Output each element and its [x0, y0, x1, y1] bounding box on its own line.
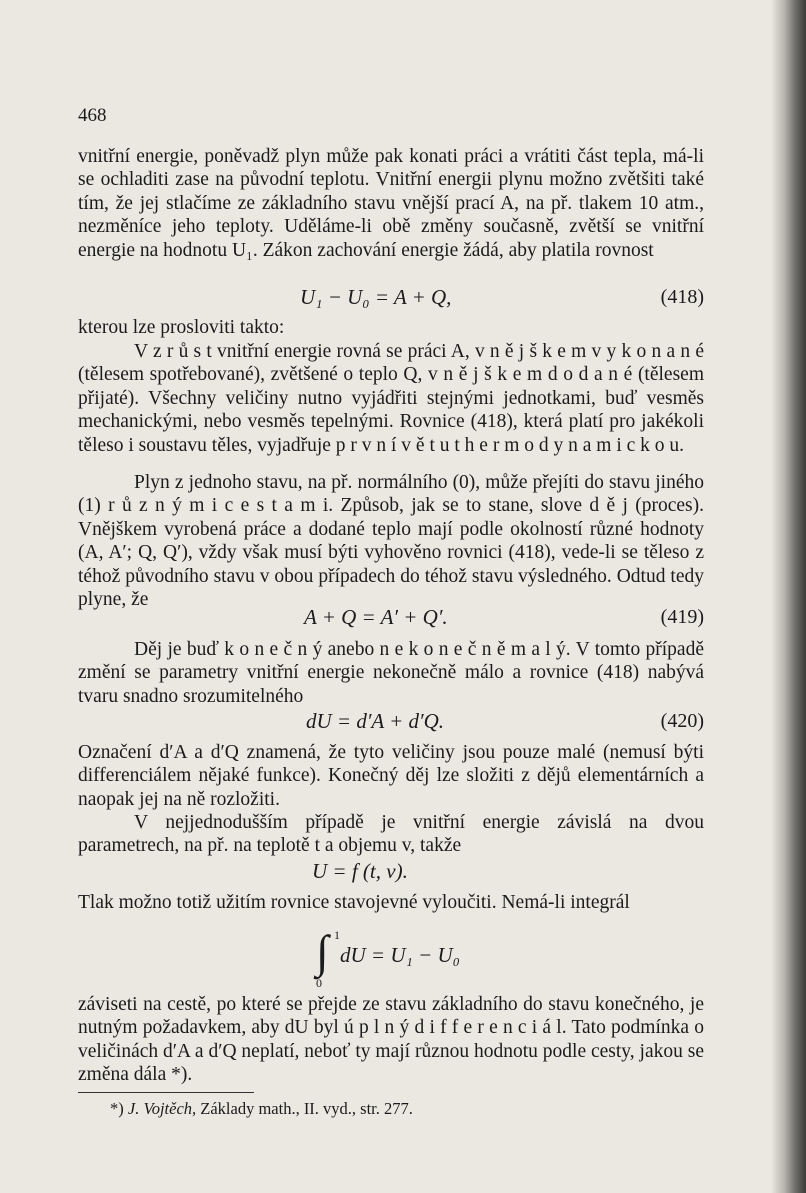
equation-419-expression: A + Q = A′ + Q′. — [304, 605, 448, 629]
equation-419 — [78, 606, 704, 632]
book-page — [78, 0, 704, 1193]
footnote — [110, 1097, 413, 1120]
paragraph-4 — [78, 471, 704, 611]
integral-sign: ∫ — [316, 926, 329, 977]
paragraph-1-text: vnitřní energie, poněvadž plyn může pak konati práci a vrátiti část tepla, má-li se ochladiti zase na původní teplotu. Vnitřní energii plynu možno zvětšiti také tím, že jej stlačíme ze základního stavu vnější prací A, na př. tlakem 10 atm., nezměníce jeho teploty. Uděláme-li obě změny současně, zvětší se vnitřní energie na hodnotu U₁. Zákon zachování energie žádá, aby platila rovnost — [78, 146, 704, 261]
paragraph-2 — [78, 316, 704, 339]
paragraph-3 — [78, 340, 704, 457]
paragraph-4-text: Plyn z jednoho stavu, na př. normálního (0), může přejíti do stavu jiného (1) r ů z n ý m i c e s t a m i. Způsob, jak se to stane, slove d ě j (proces). Vnějškem vyrobená práce a dodané teplo mají podle okolností různé hodnoty (A, A′; Q, Q′), vždy však musí býti vyhověno rovnici (418), vede-li se těleso z téhož původního stavu v obou případech do téhož stavu výsledného. Odtud tedy plyne, že — [78, 472, 704, 611]
equation-419-number: (419) — [660, 606, 704, 628]
paragraph-7 — [78, 811, 704, 858]
paragraph-5 — [78, 638, 704, 708]
integral-equation — [316, 928, 516, 988]
paragraph-5-text: Děj je buď k o n e č n ý anebo n e k o n e č n ě m a l ý. V tomto případě změní se parametry vnitřní energie nekonečně málo a rovnice (418) nabývá tvaru snadno srozumitelného — [78, 639, 704, 707]
equation-state — [78, 860, 704, 886]
footnote-marker: *) — [110, 1099, 124, 1118]
equation-420-expression: dU = d′A + d′Q. — [306, 709, 445, 733]
integral-lower-limit: 0 — [316, 976, 322, 990]
book-spine-shadow — [772, 0, 806, 1193]
paragraph-6-text: Označení d′A a d′Q znamená, že tyto veličiny jsou pouze malé (nemusí býti differenciálem nějaké funkce). Konečný děj lze složiti z dějů elementárních a naopak jej na ně rozložiti. — [78, 742, 704, 810]
equation-420 — [78, 710, 704, 736]
footnote-author: J. Vojtěch, — [127, 1099, 197, 1118]
paragraph-8-text: Tlak možno totiž užitím rovnice stavojevné vyloučiti. Nemá-li integrál — [78, 892, 630, 913]
equation-418 — [78, 286, 704, 312]
equation-418-number: (418) — [660, 286, 704, 308]
footnote-rule — [78, 1092, 254, 1093]
paragraph-3-text: V z r ů s t vnitřní energie rovná se práci A, v n ě j š k e m v y k o n a n é (tělesem spotřebované), zvětšené o teplo Q, v n ě j š k e m d o d a n é (tělesem přijaté). Všechny veličiny nutno vyjádřiti stejnými jednotkami, buď vesměs mechanickými, nebo vesměs tepelnými. Rovnice (418), která platí pro jakékoli těleso i soustavu těles, vyjadřuje p r v n í v ě t u t h e r m o d y n a m i c k o u. — [78, 341, 704, 456]
footnote-text: Základy math., II. vyd., str. 277. — [200, 1099, 413, 1118]
paragraph-9-text: záviseti na cestě, po které se přejde ze stavu základního do stavu konečného, je nutným požadavkem, aby dU byl ú p l n ý d i f f e r e n c i á l. Tato podmínka o veličinách d′A a d′Q neplatí, neboť ty mají různou hodnotu podle cesty, jakou se změna dála *). — [78, 994, 704, 1086]
equation-state-expression: U = f (t, v). — [312, 859, 408, 883]
paragraph-9 — [78, 993, 704, 1087]
paragraph-6 — [78, 741, 704, 811]
page-number: 468 — [78, 105, 107, 126]
equation-418-expression: U₁ − U₀ = A + Q, — [300, 285, 452, 309]
paragraph-1 — [78, 145, 704, 262]
integral-body: dU = U₁ − U₀ — [340, 943, 460, 967]
paragraph-7-text: V nejjednodušším případě je vnitřní energie závislá na dvou parametrech, na př. na teplotě t a objemu v, takže — [78, 812, 704, 857]
paragraph-2-text: kterou lze prosloviti takto: — [78, 317, 285, 338]
integral-upper-limit: 1 — [334, 928, 340, 942]
equation-420-number: (420) — [660, 710, 704, 732]
paragraph-8 — [78, 891, 704, 914]
